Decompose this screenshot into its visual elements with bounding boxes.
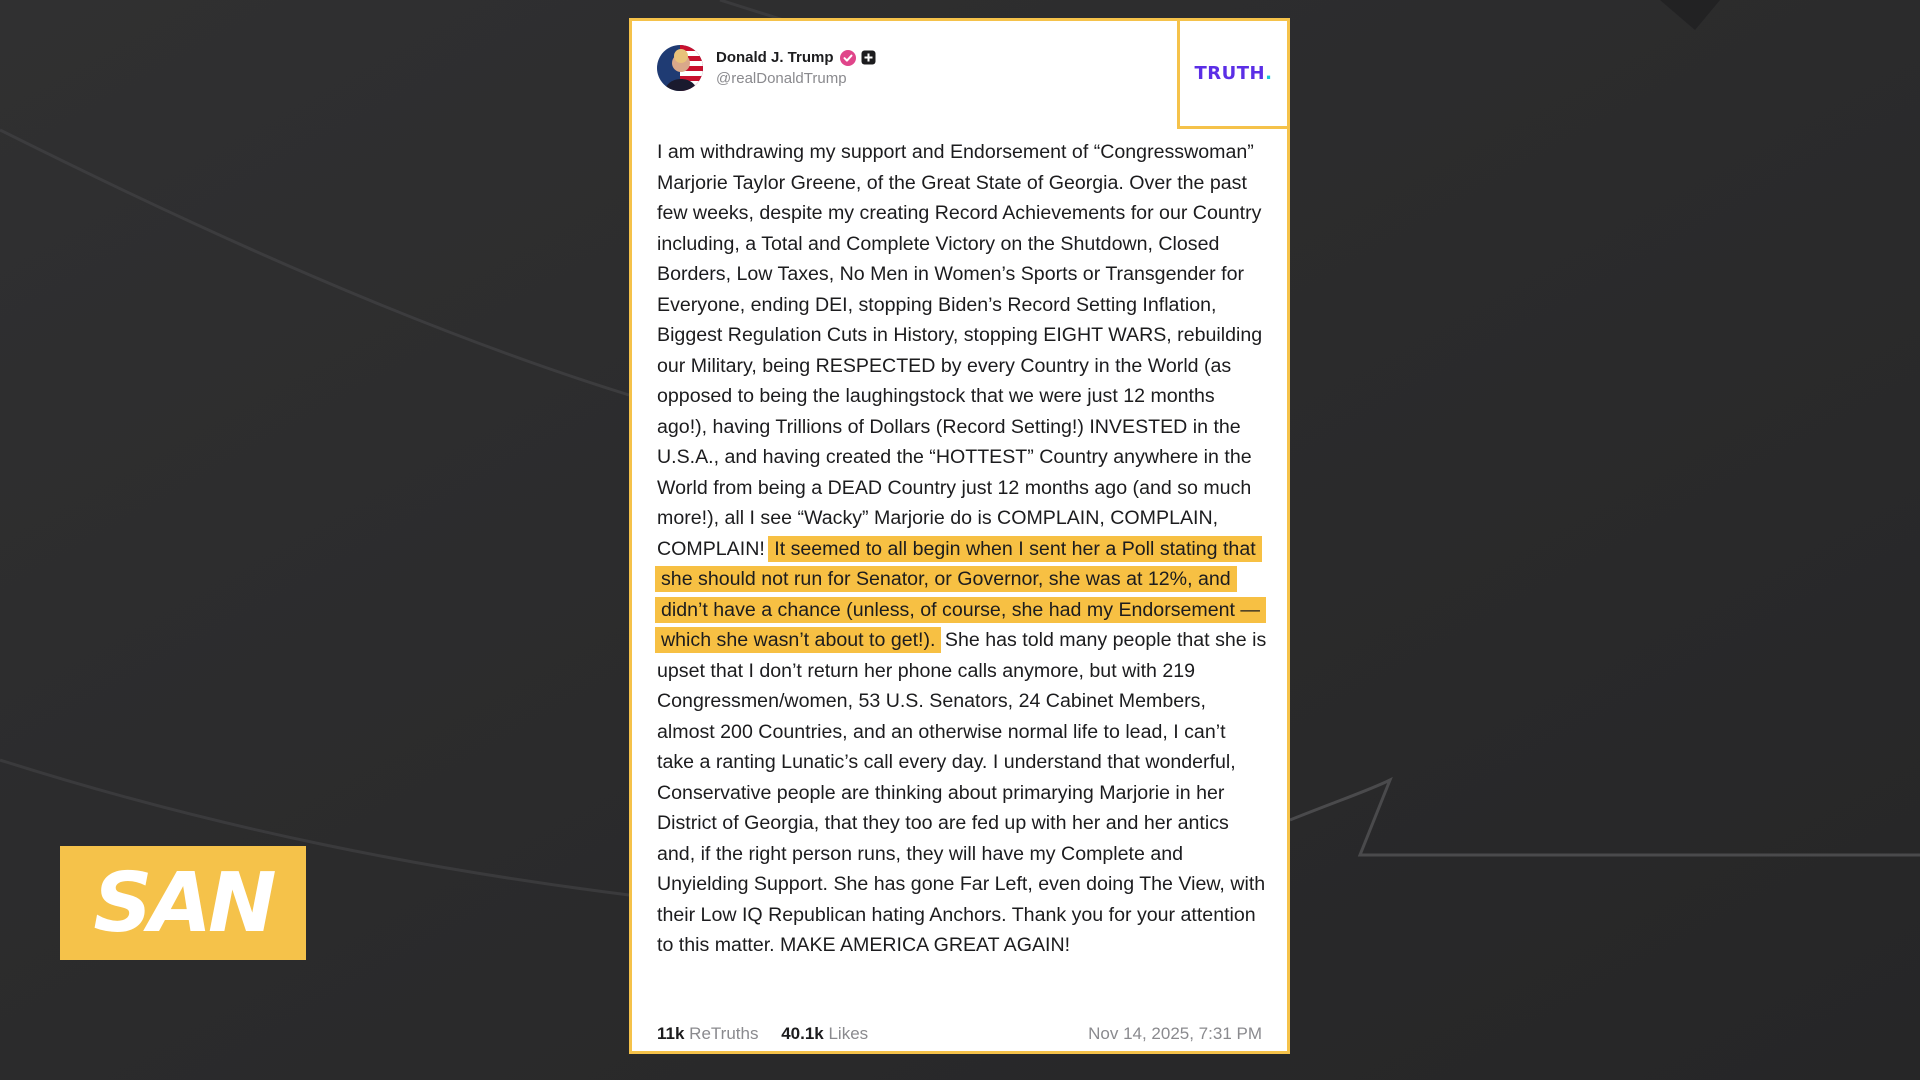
author-name[interactable]: Donald J. Trump <box>716 49 834 66</box>
retruths-count: 11k <box>657 1024 685 1043</box>
post-timestamp[interactable]: Nov 14, 2025, 7:31 PM <box>1088 1024 1262 1043</box>
post-header <box>657 45 876 91</box>
likes-count: 40.1k <box>781 1024 824 1043</box>
truth-social-post-card <box>629 18 1290 1054</box>
author-handle[interactable]: @realDonaldTrump <box>716 70 847 87</box>
brand-logo-text: TRUTH. <box>1194 63 1273 84</box>
author-info <box>716 49 876 87</box>
post-body <box>657 137 1267 961</box>
verified-icon <box>840 50 856 66</box>
post-text-after: She has told many people that she is upset that I don’t return her phone calls anymore, but with 219 Congressmen/women, 53 U.S. Senators, 24 Cabinet Members, almost 200 Countries, and an otherwise normal life to lead, I can’t take a ranting Lunatic’s call every day. I understand that wonderful, Conservative people are thinking about primarying Marjorie in her District of Georgia, that they too are fed up with her and her antics and, if the right person runs, they will have my Complete and Unyielding Support. She has gone Far Left, even doing The View, with their Low IQ Republican hating Anchors. Thank you for your attention to this matter. MAKE AMERICA GREAT AGAIN! <box>657 629 1267 956</box>
san-channel-logo <box>60 846 306 960</box>
likes-stat[interactable] <box>781 1024 868 1043</box>
post-stats <box>657 1024 886 1044</box>
avatar[interactable] <box>657 45 703 91</box>
post-footer <box>657 1024 1262 1044</box>
san-logo-text: SAN <box>93 855 273 951</box>
likes-label: Likes <box>828 1024 869 1043</box>
truth-brand-badge <box>1177 18 1290 129</box>
post-text-highlighted: It seemed to all begin when I sent her a Poll stating that she should not run for Senator, or Governor, she was at 12%, and didn’t have a chance (unless, of course, she had my Endorsement — which she wasn’t about to get!). <box>655 536 1266 654</box>
plus-badge-icon <box>861 50 876 65</box>
retruths-label: ReTruths <box>689 1024 759 1043</box>
post-text-before: I am withdrawing my support and Endorsement of “Congresswoman” Marjorie Taylor Greene, of the Great State of Georgia. Over the past few weeks, despite my creating Record Achievements for our Country including, a Total and Complete Victory on the Shutdown, Closed Borders, Low Taxes, No Men in Women’s Sports or Transgender for Everyone, ending DEI, stopping Biden’s Record Setting Inflation, Biggest Regulation Cuts in History, stopping EIGHT WARS, rebuilding our Military, being RESPECTED by every Country in the World (as opposed to being the laughingstock that we were just 12 months ago!), having Trillions of Dollars (Record Setting!) INVESTED in the U.S.A., and having created the “HOTTEST” Country anywhere in the World from being a DEAD Country just 12 months ago (and so much more!), all I see “Wacky” Marjorie do is COMPLAIN, COMPLAIN, COMPLAIN! <box>657 141 1263 560</box>
retruths-stat[interactable] <box>657 1024 758 1043</box>
